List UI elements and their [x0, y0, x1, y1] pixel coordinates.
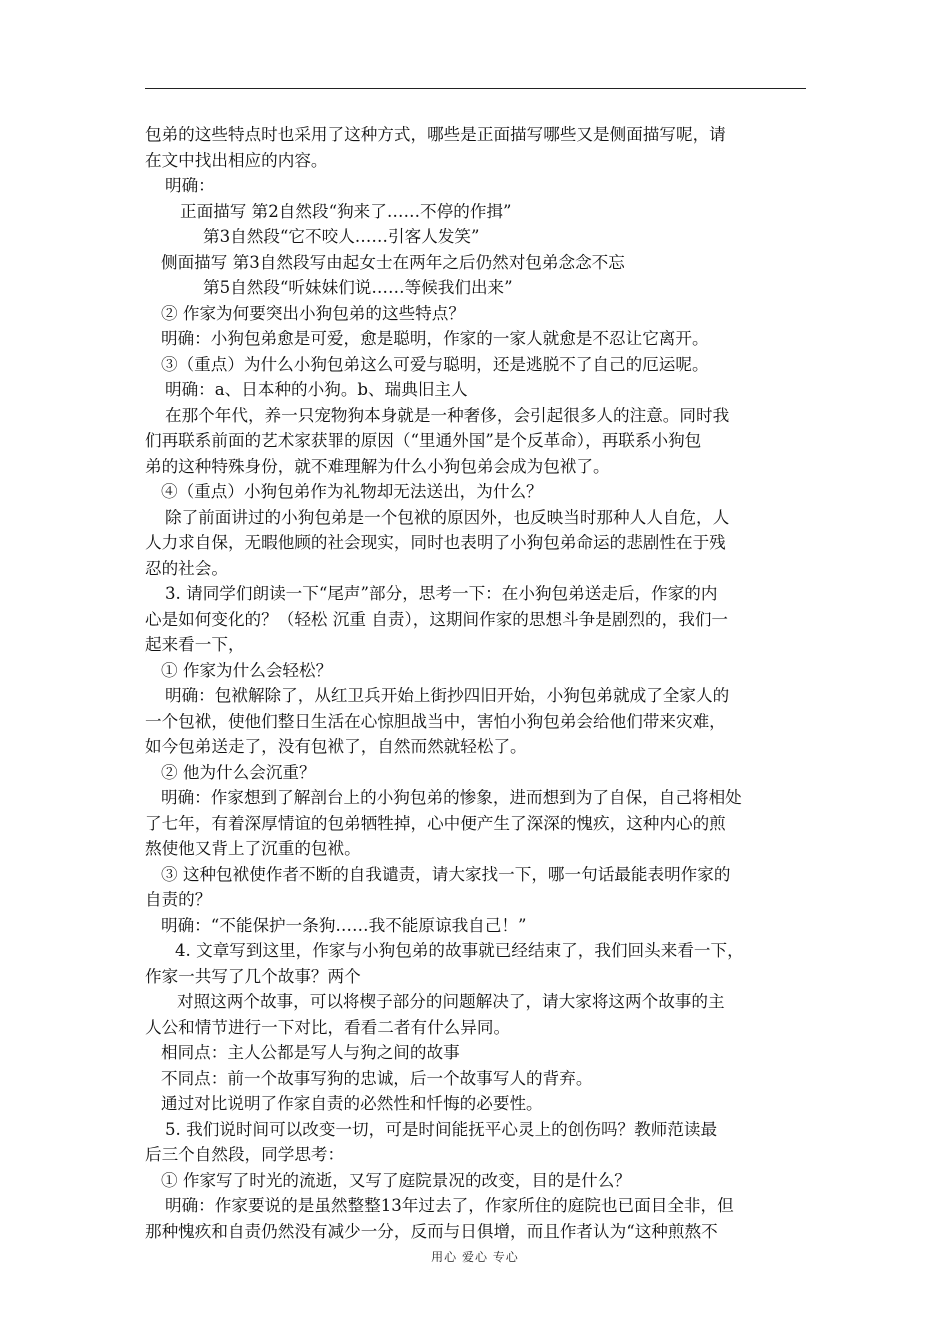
text-line: 5. 我们说时间可以改变一切，可是时间能抚平心灵上的创伤吗？教师范读最 [165, 1119, 718, 1139]
text-line: ① 作家为什么会轻松？ [161, 660, 333, 680]
text-line: 一个包袱，使他们整日生活在心惊胆战当中，害怕小狗包弟会给他们带来灾难， [145, 711, 726, 731]
text-line: 起来看一下， [145, 635, 245, 654]
text-line: 3. 请同学们朗读一下“尾声”部分，思考一下：在小狗包弟送走后，作家的内 [165, 584, 718, 603]
text-line: 们再联系前面的艺术家获罪的原因（“里通外国”是个反革命），再联系小狗包 [145, 431, 702, 450]
text-line: ③ 这种包袱使作者不断的自我谴责，请大家找一下，哪一句话最能表明作家的 [161, 864, 731, 884]
text-line: 第5自然段“听妹妹们说……等候我们出来” [203, 278, 513, 297]
text-line: ③（重点）为什么小狗包弟这么可爱与聪明，还是逃脱不了自己的厄运呢。 [161, 354, 709, 374]
text-line: 后三个自然段，同学思考： [145, 1145, 345, 1164]
text-line: 自责的？ [145, 890, 212, 909]
header-rule [145, 88, 806, 89]
text-line: ① 作家写了时光的流逝，又写了庭院景况的改变，目的是什么？ [161, 1170, 631, 1190]
text-line: 心是如何变化的？（轻松 沉重 自责），这期间作家的思想斗争是剧烈的，我们一 [145, 609, 729, 629]
text-line: 4. 文章写到这里，作家与小狗包弟的故事就已经结束了，我们回头来看一下， [175, 941, 744, 960]
text-line: 熬使他又背上了沉重的包袱。 [145, 839, 361, 858]
text-line: 通过对比说明了作家自责的必然性和忏悔的必要性。 [161, 1094, 543, 1113]
page-footer: 用心 爱心 专心 [431, 1250, 519, 1264]
text-line: 弟的这种特殊身份，就不难理解为什么小狗包弟会成为包袱了。 [145, 456, 610, 476]
text-line: 明确：作家要说的是虽然整整13年过去了，作家所住的庭院也已面目全非，但 [165, 1196, 734, 1215]
text-line: 对照这两个故事，可以将楔子部分的问题解决了，请大家将这两个故事的主 [177, 992, 725, 1011]
text-line: 明确：包袱解除了，从红卫兵开始上街抄四旧开始，小狗包弟就成了全家人的 [165, 686, 730, 705]
text-line: 忍的社会。 [145, 558, 228, 578]
text-line: 相同点：主人公都是写人与狗之间的故事 [161, 1043, 460, 1062]
text-line: 明确：a、日本种的小狗。b、瑞典旧主人 [165, 380, 468, 399]
text-line: 在那个年代，养一只宠物狗本身就是一种奢侈，会引起很多人的注意。同时我 [165, 405, 730, 425]
text-line: 第3自然段“它不咬人……引客人发笑” [203, 227, 480, 246]
text-line: 在文中找出相应的内容。 [145, 150, 328, 170]
text-line: 明确：作家想到了解剖台上的小狗包弟的惨象，进而想到为了自保，自己将相处 [161, 788, 742, 807]
text-line: 明确：“不能保护一条狗……我不能原谅我自己！” [161, 915, 527, 935]
text-line: 不同点：前一个故事写狗的忠诚，后一个故事写人的背弃。 [161, 1068, 593, 1088]
text-line: ② 作家为何要突出小狗包弟的这些特点？ [161, 303, 465, 323]
document-body [145, 122, 810, 1244]
text-line: 明确： [165, 176, 215, 195]
text-line: 那种愧疚和自责仍然没有减少一分，反而与日俱增，而且作者认为“这种煎熬不 [145, 1221, 718, 1241]
text-line: 人公和情节进行一下对比，看看二者有什么异同。 [145, 1017, 511, 1037]
text-line: 明确：小狗包弟愈是可爱，愈是聪明，作家的一家人就愈是不忍让它离开。 [161, 329, 709, 348]
text-line: 作家一共写了几个故事？两个 [145, 966, 361, 986]
text-line: 了七年，有着深厚情谊的包弟牺牲掉，心中便产生了深深的愧疚，这种内心的煎 [145, 813, 726, 833]
text-line: 包弟的这些特点时也采用了这种方式，哪些是正面描写哪些又是侧面描写呢，请 [145, 125, 726, 144]
text-line: 如今包弟送走了，没有包袱了，自然而然就轻松了。 [145, 737, 527, 756]
text-line: ② 他为什么会沉重？ [161, 762, 316, 782]
text-line: 人力求自保，无暇他顾的社会现实，同时也表明了小狗包弟命运的悲剧性在于残 [145, 533, 726, 552]
text-line: 正面描写 第2自然段“狗来了……不停的作揖” [180, 201, 512, 221]
text-line: 除了前面讲过的小狗包弟是一个包袱的原因外，也反映当时那种人人自危，人 [165, 507, 730, 527]
text-line: ④（重点）小狗包弟作为礼物却无法送出，为什么？ [161, 482, 543, 501]
text-line: 侧面描写 第3自然段写由起女士在两年之后仍然对包弟念念不忘 [161, 252, 625, 272]
